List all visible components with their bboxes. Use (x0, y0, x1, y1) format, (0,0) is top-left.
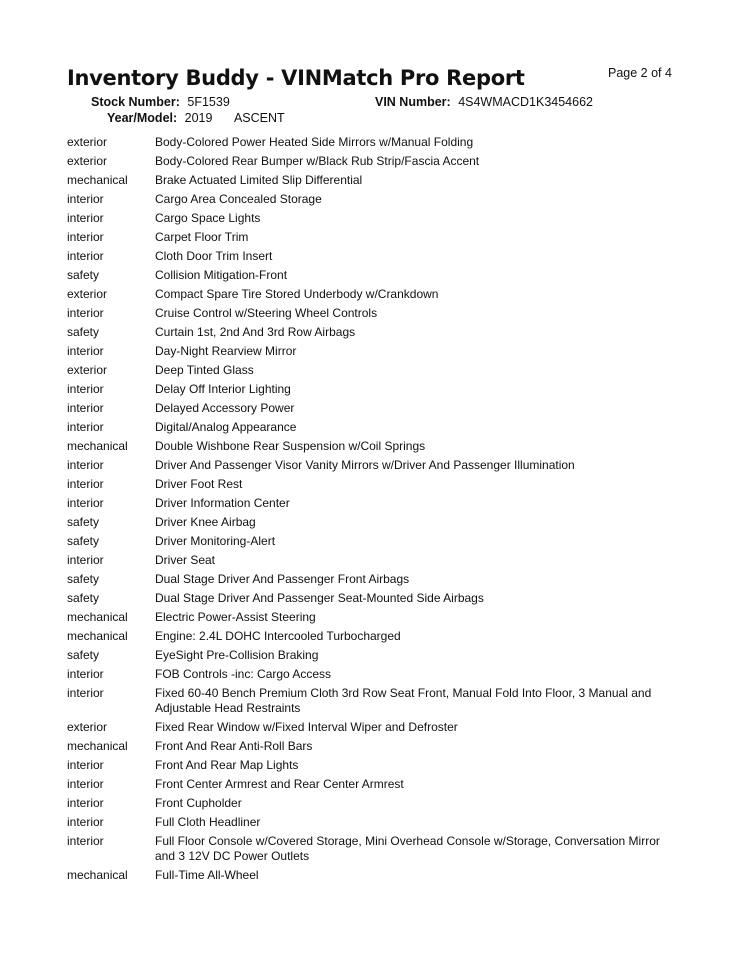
feature-row (0, 399, 742, 418)
feature-description: Dual Stage Driver And Passenger Seat-Mounted Side Airbags (155, 591, 484, 605)
feature-description: Electric Power-Assist Steering (155, 610, 316, 624)
feature-category: safety (67, 648, 100, 662)
feature-description: Driver And Passenger Visor Vanity Mirrors w/Driver And Passenger Illumination (155, 458, 575, 472)
feature-category: exterior (67, 363, 108, 377)
feature-row (0, 323, 742, 342)
feature-description: Carpet Floor Trim (155, 230, 249, 244)
feature-row (0, 570, 742, 589)
feature-row (0, 475, 742, 494)
feature-row (0, 418, 742, 437)
feature-description: Fixed Rear Window w/Fixed Interval Wiper and Defroster (155, 720, 458, 734)
feature-row (0, 342, 742, 361)
feature-description: Double Wishbone Rear Suspension w/Coil Springs (155, 439, 426, 453)
feature-row (0, 380, 742, 399)
feature-row (0, 171, 742, 190)
feature-category: interior (67, 777, 104, 791)
feature-category: interior (67, 796, 104, 810)
report-title: Inventory Buddy - VINMatch Pro Report (67, 66, 525, 90)
feature-description: Cloth Door Trim Insert (155, 249, 273, 263)
feature-category: safety (67, 572, 100, 586)
feature-category: mechanical (67, 173, 128, 187)
feature-description: Driver Seat (155, 553, 216, 567)
feature-row (0, 813, 742, 832)
feature-row (0, 247, 742, 266)
feature-description: Delay Off Interior Lighting (155, 382, 291, 396)
feature-category: interior (67, 211, 104, 225)
feature-category: exterior (67, 154, 108, 168)
feature-row (0, 646, 742, 665)
feature-row (0, 494, 742, 513)
feature-category: exterior (67, 720, 108, 734)
vin-number-value: 4S4WMACD1K3454662 (458, 95, 593, 109)
feature-description: Digital/Analog Appearance (155, 420, 297, 434)
feature-row (0, 832, 742, 866)
feature-row (0, 285, 742, 304)
feature-category: safety (67, 591, 100, 605)
feature-row (0, 627, 742, 646)
feature-row (0, 133, 742, 152)
stock-number-label: Stock Number: (91, 95, 180, 109)
feature-row (0, 152, 742, 171)
feature-row (0, 532, 742, 551)
feature-category: exterior (67, 135, 108, 149)
feature-row (0, 794, 742, 813)
year-model-label: Year/Model: (107, 111, 178, 125)
feature-category: safety (67, 325, 100, 339)
feature-description: Compact Spare Tire Stored Underbody w/Crankdown (155, 287, 439, 301)
feature-description: Engine: 2.4L DOHC Intercooled Turbocharged (155, 629, 401, 643)
feature-row (0, 665, 742, 684)
feature-category: mechanical (67, 439, 128, 453)
feature-description: Driver Foot Rest (155, 477, 243, 491)
feature-description: Collision Mitigation-Front (155, 268, 288, 282)
feature-category: interior (67, 496, 104, 510)
feature-row (0, 551, 742, 570)
feature-category: safety (67, 268, 100, 282)
feature-category: interior (67, 420, 104, 434)
feature-description: Dual Stage Driver And Passenger Front Airbags (155, 572, 410, 586)
feature-category: interior (67, 306, 104, 320)
feature-category: interior (67, 344, 104, 358)
model-value: ASCENT (233, 111, 285, 125)
feature-description: FOB Controls -inc: Cargo Access (155, 667, 332, 681)
feature-category: safety (67, 515, 100, 529)
feature-description: Full-Time All-Wheel (155, 868, 259, 882)
feature-description: Deep Tinted Glass (155, 363, 254, 377)
feature-description: Curtain 1st, 2nd And 3rd Row Airbags (155, 325, 356, 339)
feature-description: Cargo Space Lights (155, 211, 261, 225)
feature-description: Body-Colored Rear Bumper w/Black Rub Strip/Fascia Accent (155, 154, 480, 168)
page-number: Page 2 of 4 (608, 66, 672, 80)
feature-category: interior (67, 686, 104, 700)
feature-row (0, 684, 742, 718)
feature-category: interior (67, 553, 104, 567)
feature-row (0, 737, 742, 756)
vin-number (375, 95, 593, 109)
feature-category: interior (67, 249, 104, 263)
stock-number (91, 95, 230, 109)
stock-number-value: 5F1539 (187, 95, 230, 109)
feature-row (0, 209, 742, 228)
feature-description: Driver Monitoring-Alert (155, 534, 276, 548)
feature-description: Driver Knee Airbag (155, 515, 256, 529)
feature-description: Delayed Accessory Power (155, 401, 295, 415)
feature-row (0, 304, 742, 323)
feature-description: Cargo Area Concealed Storage (155, 192, 322, 206)
feature-description: Day-Night Rearview Mirror (155, 344, 297, 358)
feature-list (0, 133, 742, 885)
feature-description: Front Cupholder (155, 796, 242, 810)
feature-row (0, 190, 742, 209)
feature-category: interior (67, 667, 104, 681)
feature-category: mechanical (67, 868, 128, 882)
feature-row (0, 756, 742, 775)
year-value: 2019 (184, 111, 213, 125)
feature-category: mechanical (67, 629, 128, 643)
feature-description: Driver Information Center (155, 496, 290, 510)
year-model (107, 111, 285, 125)
feature-description: Front And Rear Map Lights (155, 758, 299, 772)
feature-row (0, 866, 742, 885)
feature-description: Full Cloth Headliner (155, 815, 261, 829)
feature-row (0, 608, 742, 627)
feature-category: mechanical (67, 739, 128, 753)
feature-description: Cruise Control w/Steering Wheel Controls (155, 306, 378, 320)
vin-number-label: VIN Number: (375, 95, 451, 109)
feature-row (0, 228, 742, 247)
feature-description: EyeSight Pre-Collision Braking (155, 648, 319, 662)
feature-description: Fixed 60-40 Bench Premium Cloth 3rd Row Seat Front, Manual Fold Into Floor, 3 Manual and Adjustable Head Restraints (155, 686, 652, 715)
feature-category: exterior (67, 287, 108, 301)
feature-row (0, 361, 742, 380)
feature-description: Front Center Armrest and Rear Center Armrest (155, 777, 404, 791)
feature-category: interior (67, 401, 104, 415)
feature-category: interior (67, 230, 104, 244)
feature-category: interior (67, 477, 104, 491)
feature-description: Front And Rear Anti-Roll Bars (155, 739, 313, 753)
feature-category: interior (67, 192, 104, 206)
feature-description: Brake Actuated Limited Slip Differential (155, 173, 363, 187)
feature-row (0, 718, 742, 737)
feature-row (0, 456, 742, 475)
feature-description: Body-Colored Power Heated Side Mirrors w/Manual Folding (155, 135, 474, 149)
feature-category: interior (67, 458, 104, 472)
feature-description: Full Floor Console w/Covered Storage, Mini Overhead Console w/Storage, Conversation Mirror and 3 12V DC Power Outlets (155, 834, 660, 863)
feature-row (0, 513, 742, 532)
feature-category: interior (67, 834, 104, 848)
feature-category: safety (67, 534, 100, 548)
feature-category: interior (67, 815, 104, 829)
feature-row (0, 266, 742, 285)
feature-category: interior (67, 758, 104, 772)
feature-row (0, 589, 742, 608)
feature-row (0, 775, 742, 794)
feature-category: interior (67, 382, 104, 396)
feature-row (0, 437, 742, 456)
feature-category: mechanical (67, 610, 128, 624)
